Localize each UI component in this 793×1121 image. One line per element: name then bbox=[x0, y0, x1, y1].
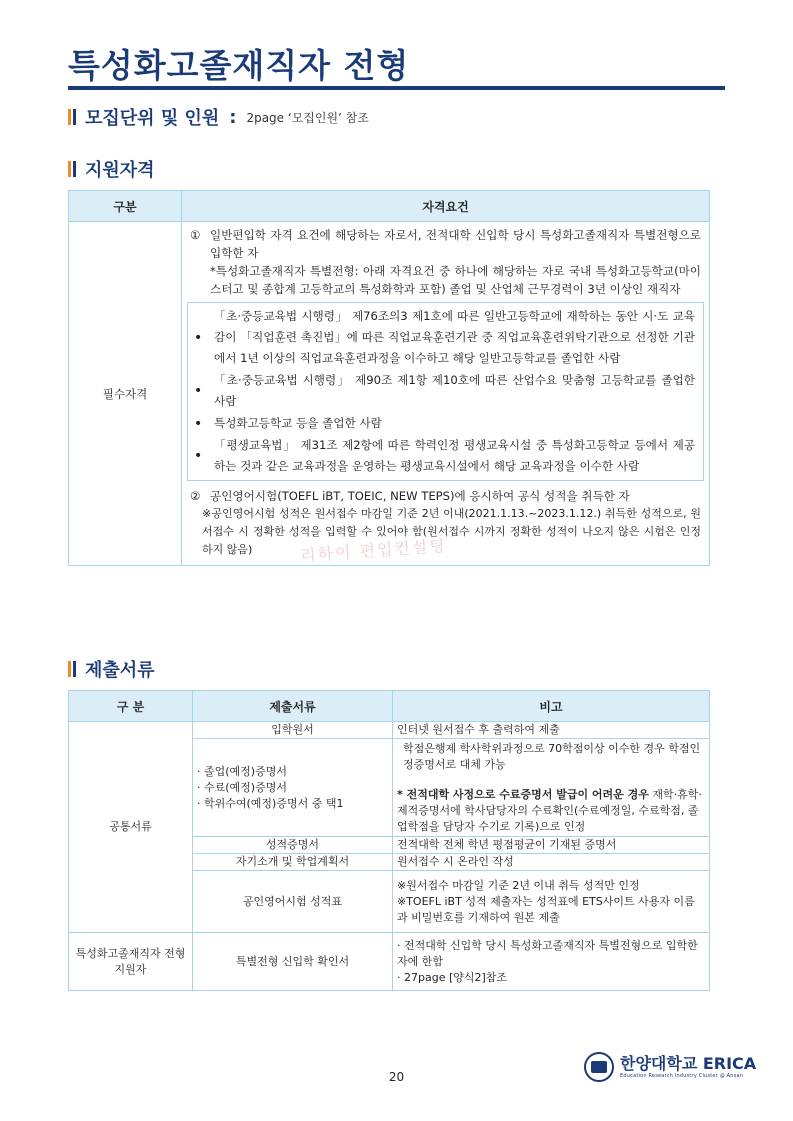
doc-transcript: 성적증명서 bbox=[193, 837, 393, 854]
bullet-icon: • bbox=[194, 448, 203, 464]
header-remarks: 비고 bbox=[393, 691, 710, 722]
note-english-score bbox=[393, 871, 710, 933]
note-transcript: 전적대학 전체 학년 평점평균이 기재된 증명서 bbox=[393, 837, 710, 854]
logo-subtitle: Education Research Industry Cluster @ Ansan bbox=[620, 1073, 744, 1079]
item-note: ※공인영어시험 성적은 원서접수 마감일 기준 2년 이내(2021.1.13.~2023.1.12.) 취득한 성적으로, 원서접수 시 정확한 성적을 입력할 수 있어야 함(원서접수 시까지 정확한 성적이 나오지 않은 시험은 인정하지 않음) bbox=[202, 507, 701, 556]
criteria-box bbox=[187, 302, 704, 481]
header-category: 구분 bbox=[69, 191, 182, 222]
note-line: ※원서접수 마감일 기준 2년 이내 취득 성적만 인정 bbox=[397, 878, 640, 892]
item-text: 일반편입학 자격 요건에 해당하는 자로서, 전적대학 신입학 당시 특성화고졸재직자 특별전형으로 입학한 자 bbox=[210, 228, 701, 260]
watermark: 리하이 편입컨설팅 bbox=[299, 535, 448, 566]
bullet-icon: • bbox=[194, 329, 203, 346]
page-title: 특성화고졸재직자 전형 bbox=[68, 46, 410, 85]
header-requirement: 자격요건 bbox=[182, 191, 710, 222]
group-special: 특성화고졸재직자 전형 지원자 bbox=[69, 933, 193, 991]
note-special-confirm bbox=[393, 933, 710, 991]
doc-graduation bbox=[193, 739, 393, 837]
note-self-intro: 원서접수 시 온라인 작성 bbox=[393, 854, 710, 871]
section-documents-title: 제출서류 bbox=[85, 660, 155, 681]
university-logo bbox=[584, 1052, 756, 1082]
criteria-text: 「초·중등교육법 시행령」 제76조의3 제1호에 따른 일반고등학교에 재학하는 동안 시·도 교육감이 「직업훈련 촉진법」에 따른 직업교육훈련기관 중 직업교육훈련위탁기관으로 선정한 기관에서 1년 이상의 직업교육훈련과정을 이수하고 해당 일반고등학교를 졸업한 사람 bbox=[214, 309, 695, 365]
section-recruit-heading bbox=[68, 104, 369, 130]
documents-table bbox=[68, 690, 710, 991]
category-required: 필수자격 bbox=[69, 222, 182, 566]
title-rule bbox=[68, 86, 725, 90]
header-documents: 제출서류 bbox=[193, 691, 393, 722]
page-number: 20 bbox=[388, 1070, 405, 1084]
qualification-table bbox=[68, 190, 710, 566]
requirement-cell bbox=[182, 222, 710, 566]
item-text: 공인영어시험(TOEFL iBT, TOEIC, NEW TEPS)에 응시하여 공식 성적을 취득한 자 bbox=[210, 489, 630, 503]
note-rest: 재학·휴학·제적증명서에 학사담당자의 수료확인(수료예정일, 수료학점, 졸업학점을 담당자 수기로 기록)으로 인정 bbox=[397, 787, 702, 833]
note-graduation bbox=[393, 739, 710, 837]
note-line: ※TOEFL iBT 성적 제출자는 성적표에 ETS사이트 사용자 이름과 비밀번호를 기재하여 원본 제출 bbox=[397, 894, 695, 924]
section-qualification-title: 지원자격 bbox=[85, 160, 155, 181]
doc-line: · 학위수여(예정)증명서 중 택1 bbox=[197, 796, 344, 810]
doc-self-intro: 자기소개 및 학업계획서 bbox=[193, 854, 393, 871]
section-colon: : bbox=[229, 106, 237, 128]
section-recruit-title: 모집단위 및 인원 bbox=[85, 108, 220, 129]
bullet-icon: • bbox=[194, 415, 203, 432]
note-bold: * 전적대학 사정으로 수료증명서 발급이 어려운 경우 bbox=[397, 787, 649, 801]
section-bar-icon bbox=[68, 161, 76, 177]
note-line: · 27page [양식2]참조 bbox=[397, 970, 508, 984]
section-bar-icon bbox=[68, 109, 76, 125]
criteria-text: 특성화고등학교 등을 졸업한 사람 bbox=[214, 416, 382, 430]
criteria-item bbox=[194, 306, 695, 369]
section-bar-icon bbox=[68, 661, 76, 677]
criteria-item bbox=[194, 370, 695, 412]
item-number: ② bbox=[190, 489, 201, 503]
section-recruit-note: 2page ‘모집인원’ 참조 bbox=[246, 110, 369, 125]
group-common: 공통서류 bbox=[69, 722, 193, 933]
criteria-item bbox=[194, 435, 695, 477]
criteria-item bbox=[194, 413, 695, 434]
seal-icon bbox=[584, 1052, 614, 1082]
item-number: ① bbox=[190, 228, 201, 242]
section-qualification-heading bbox=[68, 156, 155, 182]
note-line: · 전적대학 신입학 당시 특성화고졸재직자 특별전형으로 입학한 자에 한함 bbox=[397, 938, 698, 968]
note-line: 학점은행제 학사학위과정으로 70학점이상 이수한 경우 학점인정증명서로 대체 가능 bbox=[403, 741, 701, 771]
section-documents-heading bbox=[68, 656, 155, 682]
note-application: 인터넷 원서접수 후 출력하여 제출 bbox=[393, 722, 710, 739]
requirement-item-1 bbox=[190, 226, 701, 262]
doc-special-confirm: 특별전형 신입학 확인서 bbox=[193, 933, 393, 991]
doc-line: · 수료(예정)증명서 bbox=[197, 780, 287, 794]
criteria-text: 「초·중등교육법 시행령」 제90조 제1항 제10호에 따른 산업수요 맞춤형 고등학교를 졸업한 사람 bbox=[214, 373, 695, 408]
doc-application: 입학원서 bbox=[193, 722, 393, 739]
doc-line: · 졸업(예정)증명서 bbox=[197, 764, 287, 778]
logo-name: 한양대학교 ERICA bbox=[620, 1054, 757, 1073]
doc-english-score: 공인영어시험 성적표 bbox=[193, 871, 393, 933]
bullet-icon: • bbox=[194, 383, 203, 399]
requirement-item-2 bbox=[190, 487, 701, 505]
header-division: 구 분 bbox=[69, 691, 193, 722]
criteria-text: 「평생교육법」 제31조 제2항에 따른 학력인정 평생교육시설 중 특성화고등학교 등에서 제공하는 것과 같은 교육과정을 운영하는 평생교육시설에서 해당 교육과정을 이수한 사람 bbox=[214, 438, 695, 473]
item-subnote: *특성화고졸재직자 특별전형: 아래 자격요건 중 하나에 해당하는 자로 국내 특성화고등학교(마이스터고 및 종합계 고등학교의 특성화학과 포함) 졸업 및 산업체 근무경력이 3년 이상인 재직자 bbox=[210, 264, 701, 296]
